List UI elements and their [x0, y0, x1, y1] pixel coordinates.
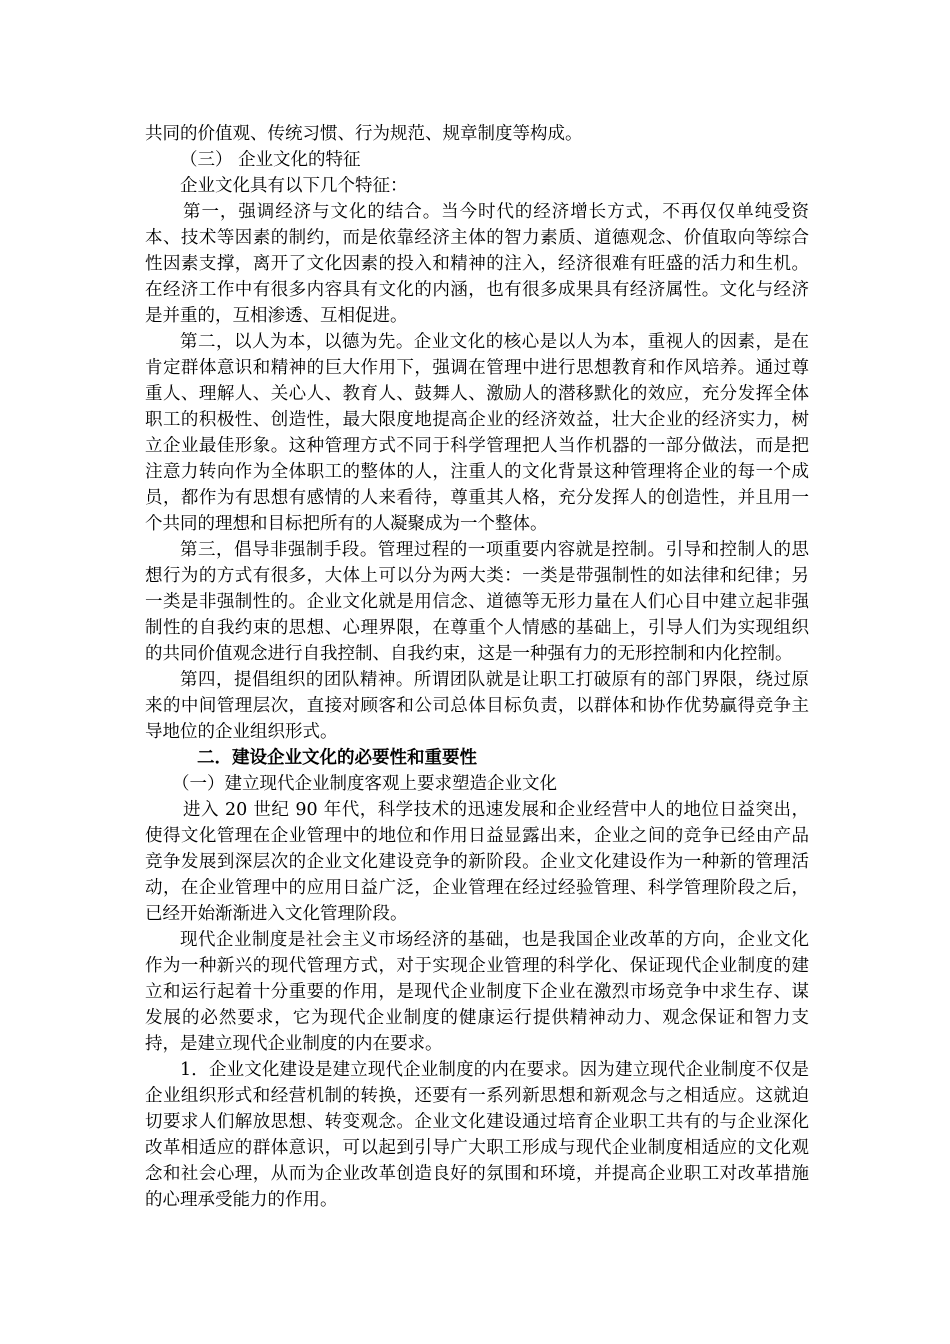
paragraph-second: 第二，以人为本，以德为先。企业文化的核心是以人为本，重视人的因素，是在肯定群体意识和精神的巨大作用下，强调在管理中进行思想教育和作风培养。通过尊重人、理解人、关心人、教育人、鼓舞人、激励人的潜移默化的效应，充分发挥全体职工的积极性、创造性，最大限度地提高企业的经济效益，壮大企业的经济实力，树立企业最佳形象。这种管理方式不同于科学管理把人当作机器的一部分做法，而是把注意力转向作为全体职工的整体的人，注重人的文化背景这种管理将企业的每一个成员，都作为有思想有感情的人来看待，尊重其人格，充分发挥人的创造性，并且用一个共同的理想和目标把所有的人凝聚成为一个整体。 [145, 332, 809, 534]
paragraph-third: 第三，倡导非强制手段。管理过程的一项重要内容就是控制。引导和控制人的思想行为的方式有很多，大体上可以分为两大类：一类是带强制性的如法律和纪律；另一类是非强制性的。企业文化就是用信念、道德等无形力量在人们心目中建立起非强制性的自我约束的思想、心理界限，在尊重个人情感的基础上，引导人们为实现组织的共同价值观念进行自我控制、自我约束，这是一种强有力的无形控制和内化控制。 [145, 540, 809, 664]
paragraph-modern-system: 现代企业制度是社会主义市场经济的基础，也是我国企业改革的方向，企业文化作为一种新兴的现代管理方式，对于实现企业管理的科学化、保证现代企业制度的建立和运行起着十分重要的作用，是现代企业制度下企业在激烈市场竞争中求生存、谋发展的必然要求，它为现代企业制度的健康运行提供精神动力、观念保证和智力支持，是建立现代企业制度的内在要求。 [145, 930, 809, 1054]
paragraph-1990s: 进入 20 世纪 90 年代，科学技术的迅速发展和企业经营中人的地位日益突出，使得文化管理在企业管理中的地位和作用日益显露出来，企业之间的竞争已经由产品竞争发展到深层次的企业文化建设竞争的新阶段。企业文化建设作为一种新的管理活动，在企业管理中的应用日益广泛，企业管理在经过经验管理、科学管理阶段之后，已经开始渐渐进入文化管理阶段。 [145, 800, 809, 924]
paragraph-continuation: 共同的价值观、传统习惯、行为规范、规章制度等构成。 [145, 124, 583, 144]
paragraph-fourth: 第四，提倡组织的团队精神。所谓团队就是让职工打破原有的部门界限，绕过原来的中间管理层次，直接对顾客和公司总体目标负责，以群体和协作优势赢得竞争主导地位的企业组织形式。 [145, 670, 809, 742]
paragraph-intro: 企业文化具有以下几个特征： [180, 176, 408, 196]
paragraph-point-one: 1．企业文化建设是建立现代企业制度的内在要求。因为建立现代企业制度不仅是企业组织形式和经营机制的转换，还要有一系列新思想和新观念与之相适应。这就迫切要求人们解放思想、转变观念。企业文化建设通过培育企业职工共有的与企业深化改革相适应的群体意识，可以起到引导广大职工形成与现代企业制度相适应的文化观念和社会心理，从而为企业改革创造良好的氛围和环境，并提高企业职工对改革措施的心理承受能力的作用。 [145, 1060, 809, 1210]
section-heading-two: 二．建设企业文化的必要性和重要性 [197, 748, 477, 768]
document-body [145, 121, 809, 1213]
paragraph-first: 第一，强调经济与文化的结合。当今时代的经济增长方式，不再仅仅单纯受资本、技术等因素的制约，而是依靠经济主体的智力素质、道德观念、价值取向等综合性因素支撑，离开了文化因素的投入和精神的注入，经济很难有旺盛的活力和生机。在经济工作中有很多内容具有文化的内涵，也有很多成果具有经济属性。文化与经济是并重的，互相渗透、互相促进。 [145, 202, 809, 326]
section-subheading-one: （一）建立现代企业制度客观上要求塑造企业文化 [172, 774, 557, 794]
section-subtitle-characteristics: （三） 企业文化的特征 [180, 150, 361, 170]
